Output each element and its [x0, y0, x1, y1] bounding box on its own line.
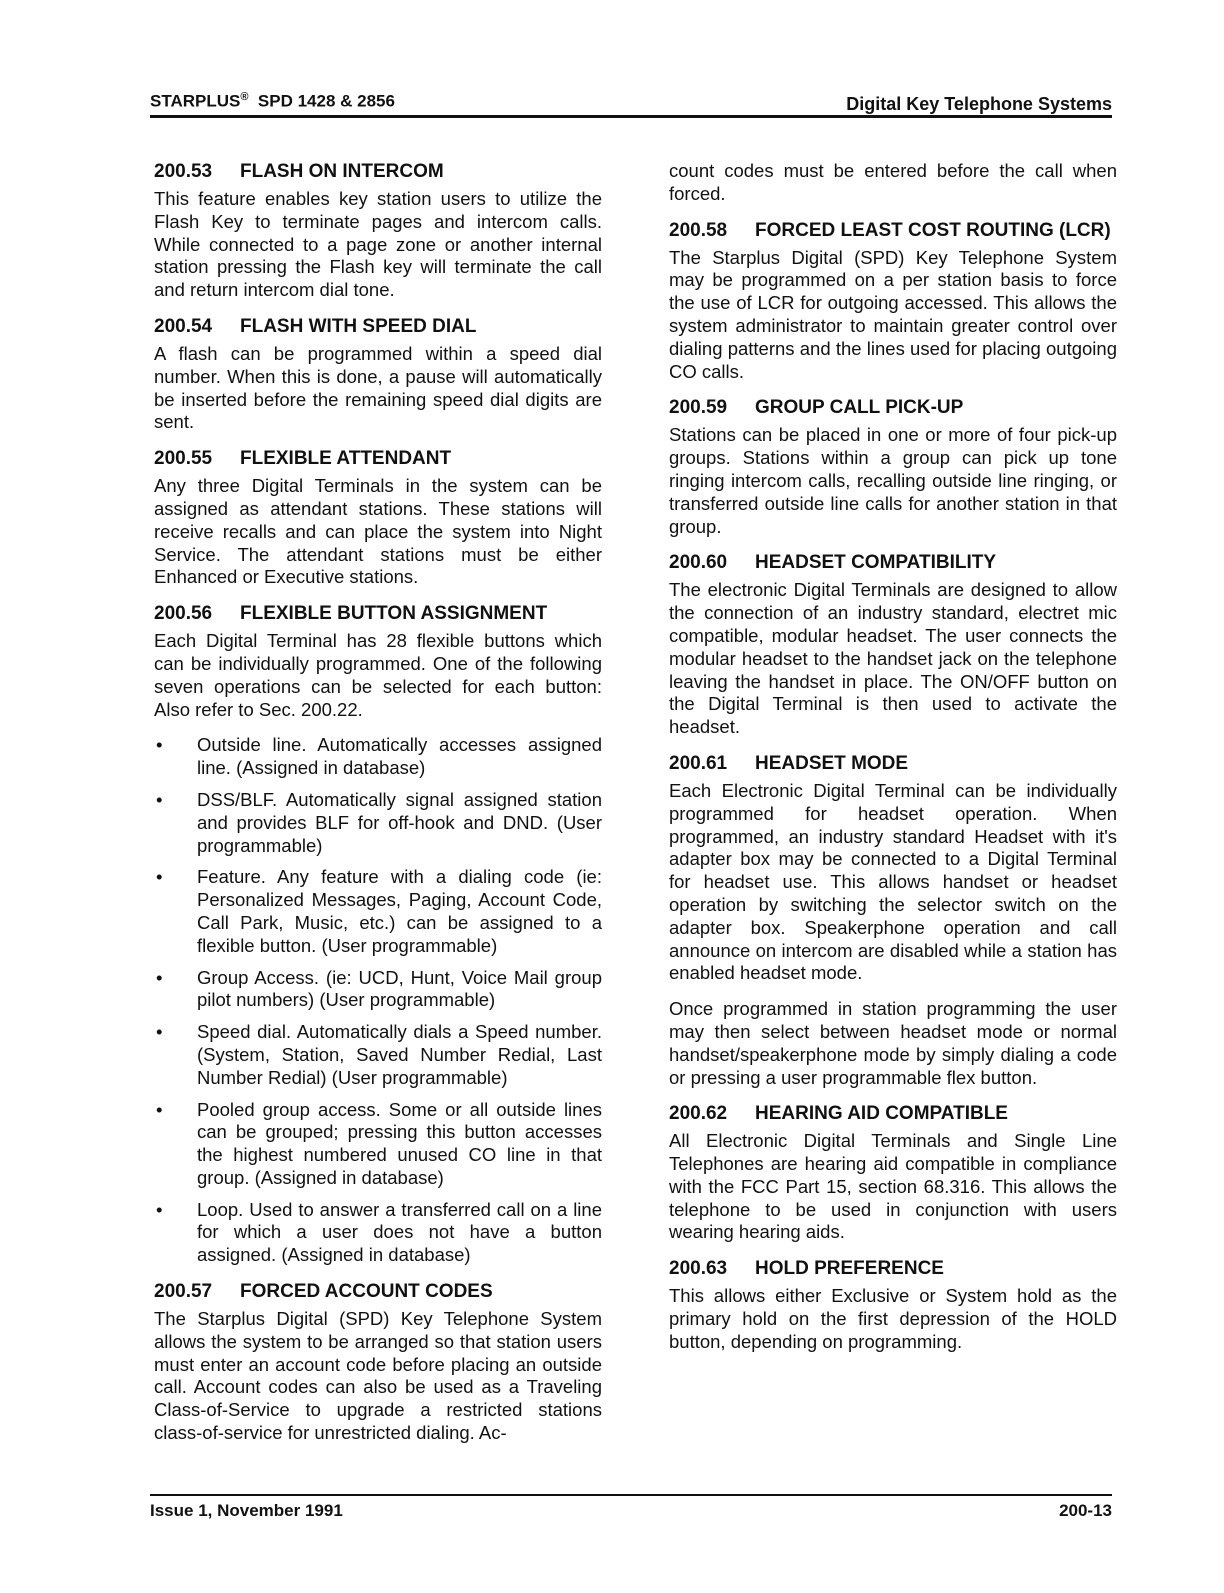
section-title: FLASH ON INTERCOM: [240, 161, 444, 182]
section-number: 200.62: [669, 1103, 728, 1125]
section-heading: [669, 1102, 1117, 1125]
header-title: Digital Key Telephone Systems: [846, 94, 1112, 114]
section-heading: [669, 396, 1117, 419]
header-brand: STARPLUS: [150, 92, 241, 111]
button-operations-list: [154, 734, 602, 1267]
bullet-icon: •: [156, 788, 163, 810]
section-paragraph: This feature enables key station users to utilize the Flash Key to terminate pages and intercom calls. While connected to a page zone or another internal station pressing the Flash key will terminate the call and return intercom dial tone.: [154, 188, 602, 301]
registered-mark: ®: [240, 91, 249, 104]
left-column: [154, 160, 602, 1458]
footer-rule: [150, 1494, 1112, 1496]
section-number: 200.56: [154, 603, 213, 625]
section-paragraph: Stations can be placed in one or more of four pick-up groups. Stations within a group can pick up tone ringing intercom calls, recalling outside line ringing, or transferred outside line calls for another station in that group.: [669, 424, 1117, 537]
list-item: [154, 1099, 602, 1190]
section-heading: [669, 752, 1117, 775]
section-title: FLEXIBLE BUTTON ASSIGNMENT: [240, 603, 548, 625]
section-title: FORCED ACCOUNT CODES: [240, 1281, 493, 1303]
section-paragraph: Any three Digital Terminals in the system can be assigned as attendant stations. These stations will receive recalls and can place the system into Night Service. The attendant stations must be either Enhanced or Executive stations.: [154, 475, 602, 588]
list-item-text: Pooled group access. Some or all outside lines can be grouped; pressing this button accesses the highest numbered unused CO line in that group. (Assigned in database): [197, 1098, 602, 1188]
section-number: 200.55: [154, 448, 213, 470]
list-item-text: Group Access. (ie: UCD, Hunt, Voice Mail group pilot numbers) (User programmable): [197, 966, 602, 1011]
section-title: FLEXIBLE ATTENDANT: [240, 448, 452, 470]
list-item: [154, 789, 602, 857]
bullet-icon: •: [156, 1021, 163, 1043]
page-number: 200-13: [1059, 1501, 1112, 1520]
section-title: HEADSET MODE: [755, 752, 909, 774]
section-number: 200.54: [154, 315, 213, 337]
page-footer: [150, 1494, 1112, 1522]
continued-paragraph: count codes must be entered before the call when forced.: [669, 160, 1117, 204]
list-item: [154, 1021, 602, 1089]
section-heading: [154, 602, 602, 625]
list-item-text: Feature. Any feature with a dialing code (ie: Personalized Messages, Paging, Account Code, Call Park, Music, etc.) can be assigned to a flexible button. (User programmable): [197, 866, 602, 956]
section-number: 200.53: [154, 161, 213, 182]
section-paragraph: Each Digital Terminal has 28 flexible buttons which can be individually programmed. One of the following seven operations can be selected for each button: Also refer to Sec. 200.22.: [154, 630, 602, 720]
section-heading: [154, 1280, 602, 1303]
bullet-icon: •: [156, 1098, 163, 1120]
section-number: 200.61: [669, 752, 728, 774]
section-title: FLASH WITH SPEED DIAL: [240, 315, 477, 337]
bullet-icon: •: [156, 866, 163, 888]
section-title: HOLD PREFERENCE: [755, 1258, 944, 1280]
section-heading: [154, 315, 602, 338]
section-title: HEADSET COMPATIBILITY: [755, 552, 997, 574]
section-title: FORCED LEAST COST ROUTING (LCR): [755, 219, 1111, 241]
section-paragraph: Each Electronic Digital Terminal can be individually programmed for headset operation. When programmed, an industry standard Headset with it's adapter box may be connected to a Digital Terminal for headset use. This allows handset or headset operation by switching the selector switch on the adapter box. Speakerphone operation and call announce on intercom are disabled while a station has enabled headset mode.: [669, 779, 1117, 984]
section-paragraph: All Electronic Digital Terminals and Single Line Telephones are hearing aid compatible in compliance with the FCC Part 15, section 68.316. This allows the telephone to be used in conjunction with users wearing hearing aids.: [669, 1130, 1117, 1243]
list-item-text: Loop. Used to answer a transferred call on a line for which a user does not have a button assigned. (Assigned in database): [197, 1198, 602, 1266]
section-paragraph: This allows either Exclusive or System hold as the primary hold on the first depression of the HOLD button, depending on programming.: [669, 1285, 1117, 1352]
section-heading: [669, 1257, 1117, 1280]
list-item: [154, 967, 602, 1013]
list-item: [154, 734, 602, 780]
section-paragraph: The Starplus Digital (SPD) Key Telephone System allows the system to be arranged so that station users must enter an account code before placing an outside call. Account codes can also be used as a Traveling Class-of-Service to upgrade a restricted stations class-of-service for unrestricted dialing. Ac-: [154, 1308, 602, 1444]
section-heading: [669, 219, 1117, 242]
list-item: [154, 866, 602, 957]
section-paragraph: The Starplus Digital (SPD) Key Telephone System may be programmed on a per station basis to force the use of LCR for outgoing accessed. This allows the system administrator to maintain greater control over dialing patterns and the lines used for placing outgoing CO calls.: [669, 246, 1117, 382]
header-product: [150, 91, 395, 112]
section-heading: [154, 447, 602, 470]
section-paragraph: Once programmed in station programming the user may then select between headset mode or normal handset/speakerphone mode by simply dialing a code or pressing a user programmable flex button.: [669, 998, 1117, 1088]
section-heading: [669, 551, 1117, 574]
bullet-icon: •: [156, 1198, 163, 1220]
list-item: [154, 1199, 602, 1267]
section-number: 200.57: [154, 1281, 213, 1303]
page-header: [150, 88, 1112, 118]
bullet-icon: •: [156, 734, 163, 756]
header-model: SPD 1428 & 2856: [257, 92, 395, 111]
section-title: GROUP CALL PICK-UP: [755, 397, 964, 419]
footer-issue: Issue 1, November 1991: [150, 1501, 343, 1520]
section-heading: [154, 160, 602, 183]
header-rule: [150, 115, 1112, 118]
list-item-text: DSS/BLF. Automatically signal assigned station and provides BLF for off-hook and DND. (User programmable): [197, 788, 602, 856]
section-number: 200.63: [669, 1258, 728, 1280]
section-number: 200.58: [669, 219, 728, 241]
section-paragraph: The electronic Digital Terminals are designed to allow the connection of an industry standard, electret mic compatible, modular headset. The user connects the modular headset to the handset jack on the telephone leaving the handset in place. The ON/OFF button on the Digital Terminal is then used to activate the headset.: [669, 579, 1117, 738]
list-item-text: Outside line. Automatically accesses assigned line. (Assigned in database): [197, 734, 602, 779]
section-paragraph: A flash can be programmed within a speed dial number. When this is done, a pause will automatically be inserted before the remaining speed dial digits are sent.: [154, 342, 602, 433]
right-column: [669, 160, 1117, 1367]
list-item-text: Speed dial. Automatically dials a Speed number. (System, Station, Saved Number Redial, Last Number Redial) (User programmable): [197, 1021, 602, 1088]
section-title: HEARING AID COMPATIBLE: [755, 1103, 1008, 1125]
section-number: 200.60: [669, 552, 728, 574]
bullet-icon: •: [156, 966, 163, 988]
section-number: 200.59: [669, 397, 728, 419]
